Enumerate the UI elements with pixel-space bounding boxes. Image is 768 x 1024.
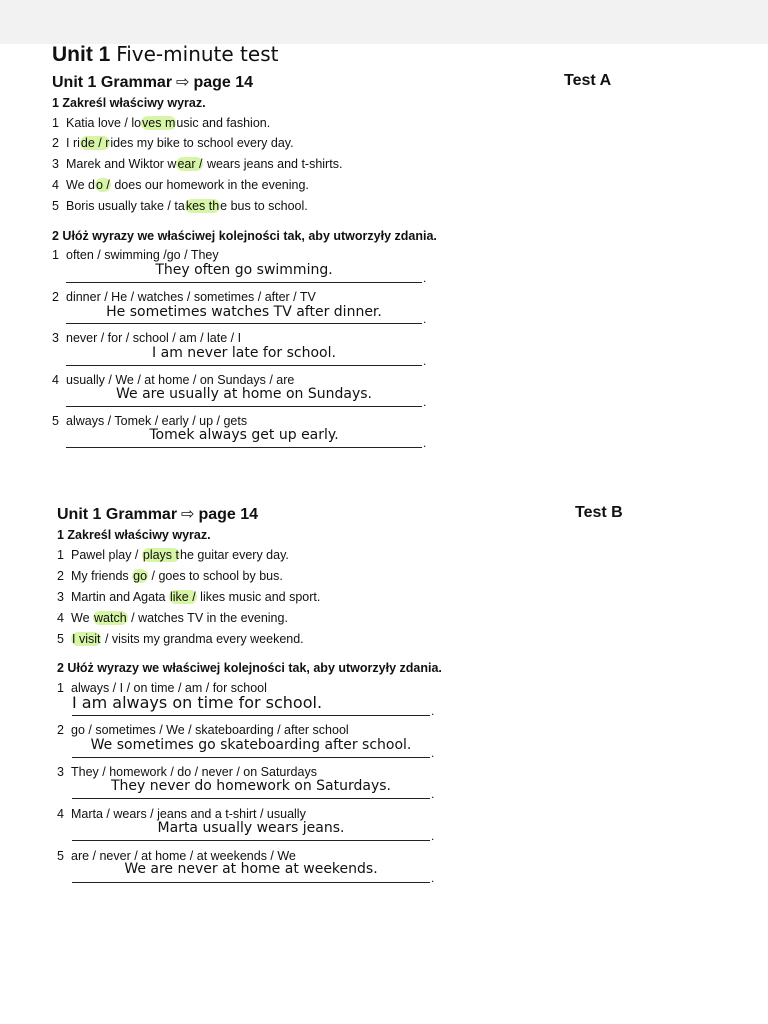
answer-line	[66, 365, 422, 366]
test-b-label: Test B	[575, 504, 623, 521]
test-a-ex2-prompt-5: 5 always / Tomek / early / up / gets	[52, 414, 248, 428]
highlight: plays t	[142, 548, 180, 562]
arrow-right-icon: ⇨	[176, 74, 190, 91]
highlight: o /	[95, 178, 110, 192]
test-b-ex1-item-2: 2 My friends go / goes to school by bus.	[57, 569, 283, 583]
answer-line	[72, 840, 430, 841]
answer-line	[72, 715, 430, 716]
test-b-ex2-prompt-3: 3 They / homework / do / never / on Saturdays	[57, 765, 317, 779]
test-b-ex2-title: 2 Ułóż wyrazy we właściwej kolejności tak, aby utworzyły zdania.	[57, 661, 442, 675]
test-a-ex2-answer-3: I am never late for school.	[152, 345, 336, 361]
test-a-ex1-item-5: 5 Boris usually take / takes the bus to school.	[52, 199, 308, 213]
test-a-ex2-answer-5: Tomek always get up early.	[149, 427, 339, 443]
answer-line	[66, 406, 422, 407]
test-b-ex1-item-3: 3 Martin and Agata like / likes music and sport.	[57, 590, 321, 604]
highlight: kes th	[185, 199, 220, 213]
answer-line	[66, 447, 422, 448]
test-a-ex2-answer-1: They often go swimming.	[155, 262, 333, 278]
test-a-ex1-item-2: 2 I ride / rides my bike to school every day.	[52, 136, 294, 150]
test-b-ex2-prompt-4: 4 Marta / wears / jeans and a t-shirt / usually	[57, 807, 306, 821]
test-b-ex2-answer-3: They never do homework on Saturdays.	[110, 778, 391, 794]
test-a-ex2-answer-2: He sometimes watches TV after dinner.	[106, 304, 382, 320]
test-a-ex1-title: 1 Zakreśl właściwy wyraz.	[52, 96, 206, 110]
answer-line	[72, 757, 430, 758]
highlight: like /	[169, 590, 196, 604]
test-a-ex2-title: 2 Ułóż wyrazy we właściwej kolejności tak, aby utworzyły zdania.	[52, 229, 437, 243]
test-b-ex2-answer-5: We are never at home at weekends.	[124, 861, 378, 877]
test-b-ex1-item-5: 5 I visit / visits my grandma every weekend.	[57, 632, 304, 646]
test-a-ex2-prompt-2: 2 dinner / He / watches / sometimes / after / TV	[52, 290, 316, 304]
viewer-top-bar	[0, 0, 768, 44]
test-a-ex1-item-1: 1 Katia love / loves music and fashion.	[52, 116, 271, 130]
test-b-ex1-item-1: 1 Pawel play / plays the guitar every day.	[57, 548, 289, 562]
highlight: de / r	[80, 136, 110, 150]
test-a-ex2-answer-4: We are usually at home on Sundays.	[116, 386, 372, 402]
arrow-right-icon: ⇨	[181, 506, 195, 523]
highlight: I visit	[72, 632, 101, 646]
highlight: ear /	[177, 157, 203, 171]
test-b-ex2-prompt-1: 1 always / I / on time / am / for school	[57, 681, 267, 695]
test-a-ex1-item-3: 3 Marek and Wiktor wear / wears jeans and t-shirts.	[52, 157, 343, 171]
answer-line	[72, 882, 430, 883]
answer-line	[72, 798, 430, 799]
test-a-ex2-prompt-1: 1 often / swimming /go / They	[52, 248, 219, 262]
test-b-ex1-item-4: 4 We watch / watches TV in the evening.	[57, 611, 288, 625]
test-b-ex2-prompt-5: 5 are / never / at home / at weekends / We	[57, 849, 296, 863]
test-a-ex2-prompt-3: 3 never / for / school / am / late / I	[52, 331, 242, 345]
test-b-ex2-prompt-2: 2 go / sometimes / We / skateboarding / after school	[57, 723, 349, 737]
highlight: ves m	[142, 116, 176, 130]
document-title: Unit 1 Five-minute test	[52, 42, 279, 66]
answer-line	[66, 323, 422, 324]
test-b-ex2-answer-2: We sometimes go skateboarding after school.	[90, 737, 412, 753]
test-a-heading: Unit 1 Grammar ⇨ page 14	[52, 74, 254, 91]
highlight: go	[133, 569, 148, 583]
test-a-ex1-item-4: 4 We do / does our homework in the evening.	[52, 178, 309, 192]
test-a-label: Test A	[564, 72, 612, 89]
test-b-ex1-title: 1 Zakreśl właściwy wyraz.	[57, 528, 211, 542]
answer-line	[66, 282, 422, 283]
test-b-ex2-answer-4: Marta usually wears jeans.	[157, 820, 345, 836]
highlight: watch	[94, 611, 127, 625]
test-b-ex2-answer-1: I am always on time for school.	[72, 693, 323, 712]
test-a-ex2-prompt-4: 4 usually / We / at home / on Sundays / are	[52, 373, 295, 387]
test-b-heading: Unit 1 Grammar ⇨ page 14	[57, 506, 259, 523]
